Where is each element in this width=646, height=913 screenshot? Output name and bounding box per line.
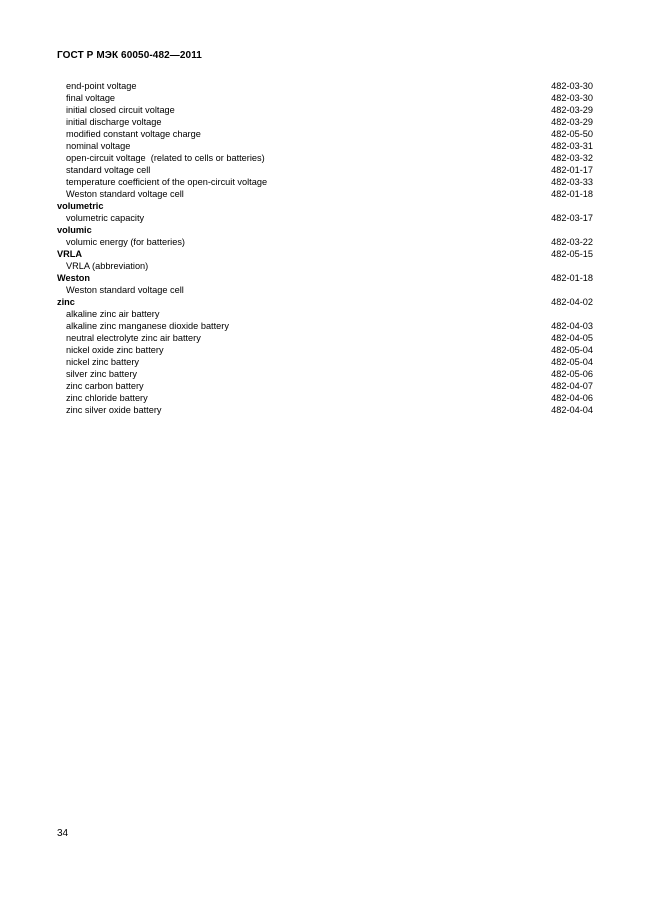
- index-code: 482-03-31: [551, 141, 593, 151]
- index-row: [57, 308, 593, 320]
- index-code: 482-04-07: [551, 381, 593, 391]
- index-heading-term: Weston: [57, 273, 91, 283]
- index-term: VRLA (abbreviation): [66, 261, 149, 271]
- index-row: [57, 212, 593, 224]
- index-row: [57, 320, 593, 332]
- index-row: [57, 404, 593, 416]
- index-term: end-point voltage: [66, 81, 137, 91]
- index-heading-term: volumetric: [57, 201, 104, 211]
- index-heading-term: VRLA: [57, 249, 83, 259]
- index-row: [57, 164, 593, 176]
- index-heading-row: [57, 296, 593, 308]
- page-number: 34: [57, 828, 69, 839]
- index-code: 482-05-06: [551, 369, 593, 379]
- index-heading-row: [57, 224, 593, 236]
- index-code: 482-04-03: [551, 321, 593, 331]
- index-row: [57, 104, 593, 116]
- index-code: 482-03-32: [551, 153, 593, 163]
- index-heading-row: [57, 272, 593, 284]
- index-term: volumic energy (for batteries): [66, 237, 185, 247]
- index-code: 482-03-29: [551, 117, 593, 127]
- index-term: final voltage: [66, 93, 116, 103]
- document-header: ГОСТ Р МЭК 60050-482—2011: [57, 50, 202, 61]
- index-term: silver zinc battery: [66, 369, 137, 379]
- index-term: neutral electrolyte zinc air battery: [66, 333, 201, 343]
- index-term: modified constant voltage charge: [66, 129, 201, 139]
- index-term: initial discharge voltage: [66, 117, 162, 127]
- index-heading-term: zinc: [57, 297, 75, 307]
- index-row: [57, 332, 593, 344]
- index-code: 482-03-22: [551, 237, 593, 247]
- index-term: open-circuit voltage (related to cells or batteries): [66, 153, 265, 163]
- index-term: zinc silver oxide battery: [66, 405, 162, 415]
- index-code: 482-05-15: [551, 249, 593, 259]
- index-row: [57, 116, 593, 128]
- index-code: 482-03-29: [551, 105, 593, 115]
- index-row: [57, 380, 593, 392]
- index-heading-row: [57, 200, 593, 212]
- index-code: 482-05-04: [551, 345, 593, 355]
- index-code: 482-04-05: [551, 333, 593, 343]
- index-code: 482-03-33: [551, 177, 593, 187]
- index-code: 482-01-17: [551, 165, 593, 175]
- index-term: standard voltage cell: [66, 165, 151, 175]
- index-code: 482-05-50: [551, 129, 593, 139]
- index-code: 482-01-18: [551, 189, 593, 199]
- index-row: [57, 236, 593, 248]
- index-row: [57, 80, 593, 92]
- term-index: [57, 80, 593, 416]
- index-row: [57, 128, 593, 140]
- index-term: zinc chloride battery: [66, 393, 148, 403]
- index-term: nominal voltage: [66, 141, 131, 151]
- index-row: [57, 392, 593, 404]
- index-heading-row: [57, 248, 593, 260]
- index-row: [57, 344, 593, 356]
- index-term: Weston standard voltage cell: [66, 189, 184, 199]
- index-heading-term: volumic: [57, 225, 92, 235]
- index-row: [57, 176, 593, 188]
- index-term: alkaline zinc manganese dioxide battery: [66, 321, 229, 331]
- index-term: alkaline zinc air battery: [66, 309, 160, 319]
- index-code: 482-04-06: [551, 393, 593, 403]
- index-term: nickel oxide zinc battery: [66, 345, 164, 355]
- index-row: [57, 260, 593, 272]
- index-term: temperature coefficient of the open-circuit voltage: [66, 177, 268, 187]
- index-code: 482-03-30: [551, 93, 593, 103]
- index-row: [57, 284, 593, 296]
- index-row: [57, 356, 593, 368]
- index-term: initial closed circuit voltage: [66, 105, 175, 115]
- index-row: [57, 188, 593, 200]
- index-row: [57, 92, 593, 104]
- index-term: zinc carbon battery: [66, 381, 144, 391]
- index-row: [57, 140, 593, 152]
- index-code: 482-04-04: [551, 405, 593, 415]
- index-term: Weston standard voltage cell: [66, 285, 184, 295]
- index-code: 482-01-18: [551, 273, 593, 283]
- index-code: 482-03-30: [551, 81, 593, 91]
- index-code: 482-03-17: [551, 213, 593, 223]
- index-term: volumetric capacity: [66, 213, 145, 223]
- index-code: 482-04-02: [551, 297, 593, 307]
- index-row: [57, 152, 593, 164]
- index-code: 482-05-04: [551, 357, 593, 367]
- index-term: nickel zinc battery: [66, 357, 140, 367]
- index-row: [57, 368, 593, 380]
